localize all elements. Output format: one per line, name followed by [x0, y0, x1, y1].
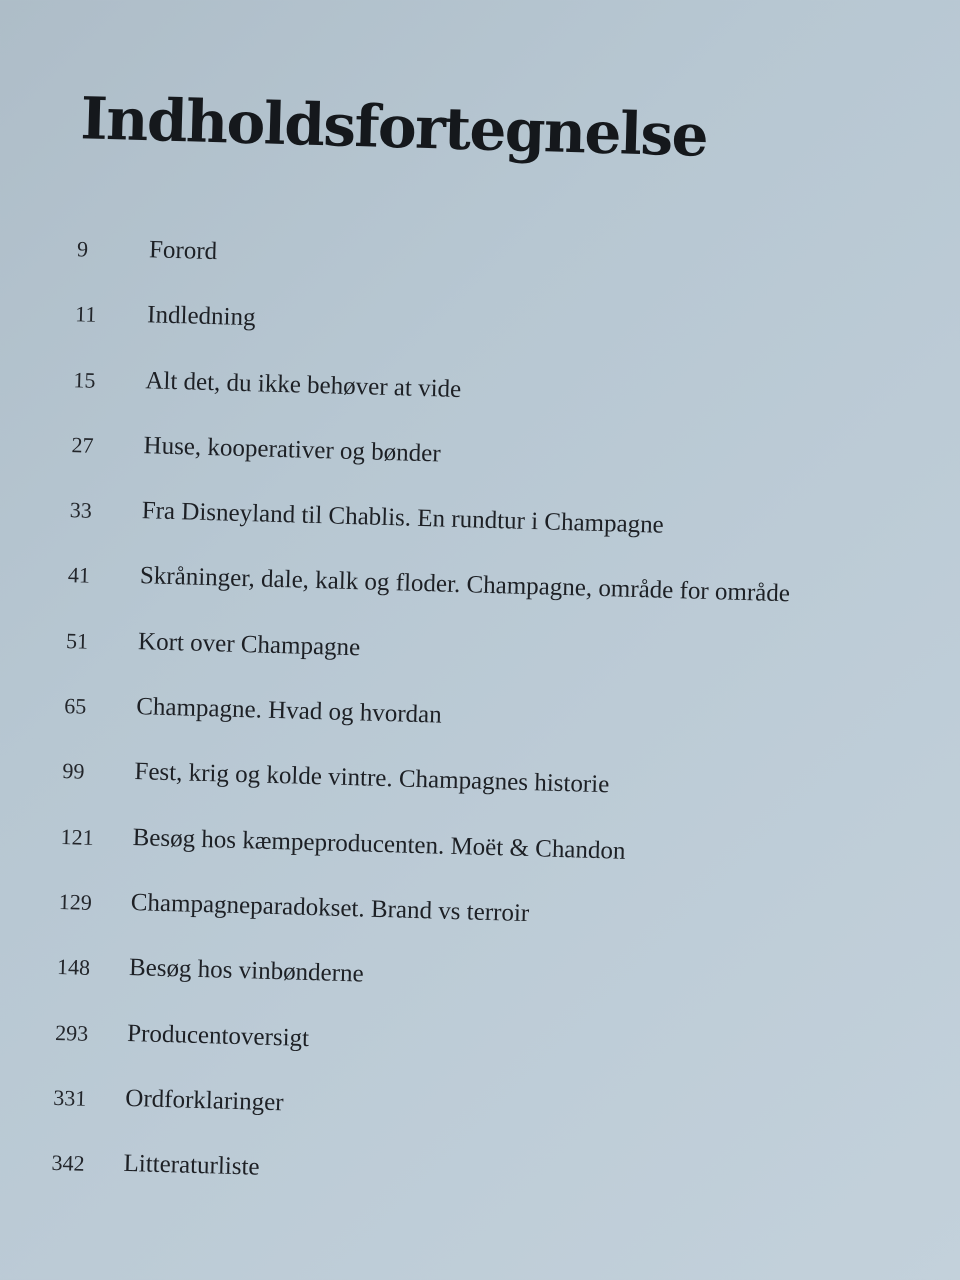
toc-page-number: 342: [51, 1150, 85, 1176]
page-title: Indholdsfortegnelse: [79, 84, 708, 170]
toc-chapter-title: Kort over Champagne: [137, 627, 361, 662]
toc-page-number: 11: [74, 301, 97, 328]
toc-entry: [61, 758, 610, 823]
toc-entry: [63, 693, 443, 758]
toc-chapter-title: Champagneparadokset. Brand vs terroir: [130, 888, 530, 928]
toc-page-number: 99: [62, 758, 85, 785]
toc-page-number: 65: [63, 693, 87, 719]
toc-chapter-title: Litteraturliste: [123, 1150, 260, 1181]
toc-chapter-title: Forord: [148, 236, 218, 266]
toc-entry: [66, 562, 791, 628]
toc-page-number: 331: [53, 1084, 87, 1111]
toc-page-number: 129: [58, 888, 93, 915]
toc-page-number: 41: [67, 562, 91, 589]
toc-page-number: 148: [56, 954, 91, 981]
toc-chapter-title: Producentoversigt: [126, 1019, 310, 1052]
toc-page-number: 293: [54, 1019, 89, 1046]
toc-chapter-title: Champagne. Hvad og hvordan: [135, 693, 443, 729]
toc-chapter-title: Besøg hos vinbønderne: [128, 954, 365, 988]
toc-page-number: 27: [71, 432, 94, 458]
toc-entry: [56, 954, 365, 1019]
toc-entry: [54, 1019, 310, 1085]
toc-entry: [52, 1084, 284, 1150]
table-of-contents: [50, 236, 791, 1215]
toc-entry: [68, 497, 665, 562]
toc-entry: [76, 236, 218, 301]
toc-entry: [70, 432, 442, 497]
toc-entry: [74, 301, 256, 367]
toc-chapter-title: Besøg hos kæmpeproducenten. Moët & Chandon: [132, 823, 626, 865]
toc-page-number: 9: [76, 236, 89, 262]
toc-entry: [59, 823, 626, 889]
toc-page-number: 33: [69, 497, 93, 523]
toc-entry: [72, 366, 462, 432]
toc-chapter-title: Indledning: [146, 301, 256, 332]
toc-page-number: 121: [60, 823, 95, 850]
toc-chapter-title: Skråninger, dale, kalk og floder. Champagne, område for område: [139, 562, 791, 608]
toc-entry: [57, 888, 530, 954]
toc-page-number: 15: [73, 366, 96, 393]
toc-chapter-title: Fest, krig og kolde vintre. Champagnes historie: [134, 758, 610, 799]
toc-chapter-title: Huse, kooperativer og bønder: [143, 432, 442, 468]
toc-chapter-title: Alt det, du ikke behøver at vide: [145, 366, 462, 403]
toc-page-number: 51: [65, 627, 89, 654]
toc-chapter-title: Ordforklaringer: [125, 1084, 284, 1117]
toc-chapter-title: Fra Disneyland til Chablis. En rundtur i Champagne: [141, 497, 665, 539]
toc-entry: [50, 1150, 260, 1215]
toc-entry: [65, 627, 361, 693]
